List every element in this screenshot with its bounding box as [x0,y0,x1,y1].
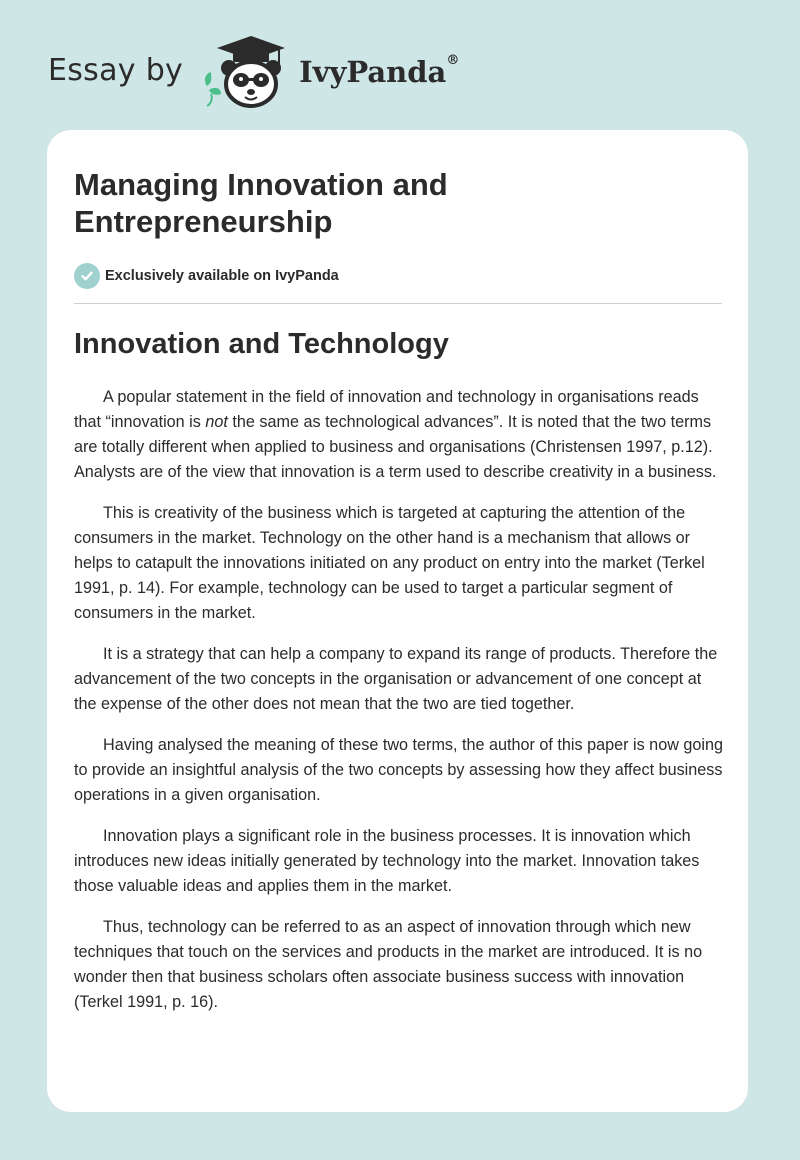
paragraph: Thus, technology can be referred to as an aspect of innovation through which new techniques that touch on the services and products in the market are introduced. It is no wonder then that business scholars often associate business success with innovation (Terkel 1991, p. 16). [74,918,703,1011]
paragraph: Having analysed the meaning of these two terms, the author of this paper is now going to provide an insightful analysis of the two concepts by assessing how they affect business operations in a given organisation. [74,736,723,804]
essay-by-label: Essay by [48,52,184,88]
essay-card [47,130,748,1112]
divider [74,303,722,304]
site-header [48,34,459,110]
exclusive-badge [74,263,339,289]
page-title: Managing Innovation and Entrepreneurship [74,167,448,239]
paragraph-text: the same as technological advances”. It is noted that the two terms are totally different when applied to business and organisations (Christensen 1997, p.12). Analysts are of the view that innovation is a term used to describe creativity in a business. [74,413,717,481]
paragraph: It is a strategy that can help a company to expand its range of products. Therefore the advancement of the two concepts in the organisation or advancement of one concept at the expense of the other does not mean that the two are tied together. [74,645,718,713]
paragraph: This is creativity of the business which is targeted at capturing the attention of the consumers in the market. Technology on the other hand is a mechanism that allows or helps to catapult the innovations initiated on any product on entry into the market (Terkel 1991, p. 14). For example, technology can be used to target a particular segment of consumers in the market. [74,504,705,622]
brand-name[interactable] [299,55,459,89]
panda-graduate-logo-icon[interactable] [199,34,295,110]
emphasis-text: not [205,413,228,431]
brand-text: IvyPanda [299,55,447,89]
article-body [74,385,726,1031]
badge-label: Exclusively available on IvyPanda [105,268,339,284]
section-heading: Innovation and Technology [74,328,449,360]
registered-mark: ® [446,53,460,68]
ivy-leaf-icon [205,72,221,106]
paragraph: Innovation plays a significant role in the business processes. It is innovation which introduces new ideas initially generated by technology into the market. Innovation takes those valuable ideas and applies them in the market. [74,827,700,895]
paragraph [74,385,726,485]
paragraph-text: A popular statement in the field of innovation and technology in organisations reads that “innovation is [74,388,699,431]
check-circle-icon [74,263,100,289]
